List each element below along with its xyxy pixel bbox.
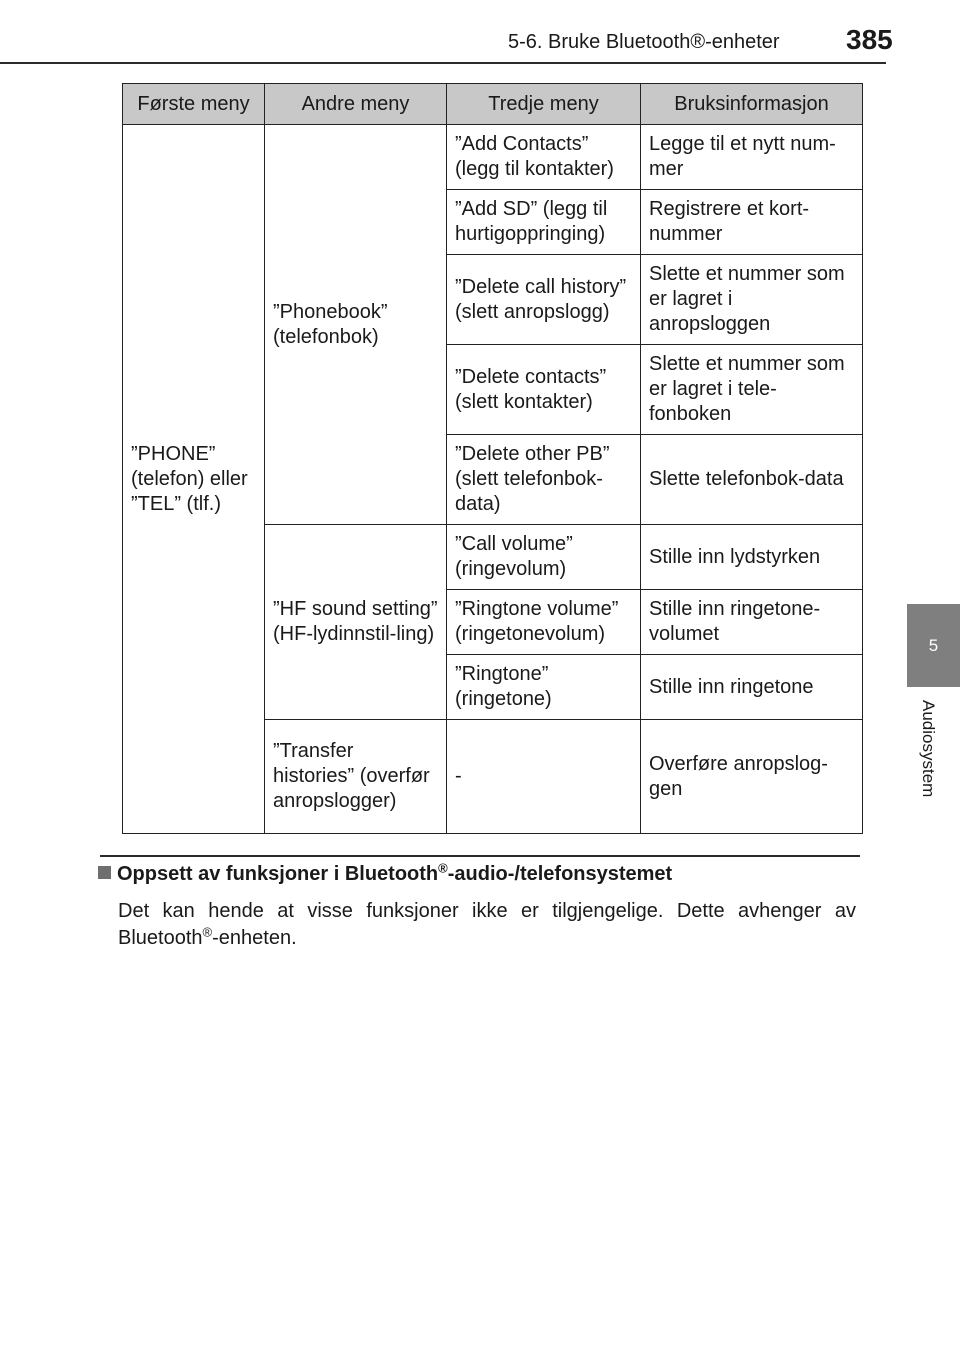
table-row (123, 125, 863, 190)
chapter-label-wrap (912, 700, 942, 820)
section-heading-suffix: -audio-/telefonsystemet (447, 863, 673, 885)
third-menu-cell: ”Delete other PB” (slett telefonbok-data) (447, 435, 641, 525)
registered-mark: ® (202, 924, 213, 940)
third-menu-cell: ”Call volume” (ringevolum) (447, 525, 641, 590)
body-text: Det kan hende at visse funksjoner ikke er tilgjengelige. Dette avhenger av Bluetooth (118, 900, 856, 949)
usage-info-cell: Legge til et nytt num-mer (641, 125, 863, 190)
section-title: 5-6. Bruke Bluetooth®-enheter (508, 31, 780, 53)
third-menu-cell: ”Add Contacts” (legg til kontakter) (447, 125, 641, 190)
registered-mark: ® (438, 860, 448, 876)
third-menu-cell: - (447, 720, 641, 834)
usage-info-cell: Stille inn ringetone (641, 655, 863, 720)
chapter-label: Audiosystem (919, 700, 938, 798)
second-menu-cell: ”HF sound setting” (HF-lydinnstil-ling) (265, 525, 447, 720)
chapter-number: 5 (928, 635, 939, 655)
usage-info-cell: Slette telefonbok-data (641, 435, 863, 525)
header-rule (0, 62, 886, 64)
section-rule (100, 855, 860, 857)
third-menu-cell: ”Add SD” (legg til hurtigoppringing) (447, 190, 641, 255)
usage-info-cell: Slette et nummer som er lagret i tele-fonboken (641, 345, 863, 435)
section-heading (98, 860, 673, 886)
third-menu-cell: ”Ringtone” (ringetone) (447, 655, 641, 720)
usage-info-cell: Stille inn ringetone-volumet (641, 590, 863, 655)
usage-info-cell: Registrere et kort-nummer (641, 190, 863, 255)
third-menu-cell: ”Delete contacts” (slett kontakter) (447, 345, 641, 435)
body-text-suffix: -enheten. (212, 927, 297, 949)
usage-info-cell: Stille inn lydstyrken (641, 525, 863, 590)
col-header-usage-info: Bruksinformasjon (641, 84, 863, 125)
third-menu-cell: ”Delete call history” (slett anropslogg) (447, 255, 641, 345)
menu-table (122, 83, 863, 834)
second-menu-cell: ”Phonebook” (telefonbok) (265, 125, 447, 525)
first-menu-cell: ”PHONE” (telefon) eller ”TEL” (tlf.) (123, 125, 265, 834)
chapter-tab (907, 604, 960, 687)
col-header-second-menu: Andre meny (265, 84, 447, 125)
page-number: 385 (846, 24, 893, 55)
section-heading-text: Oppsett av funksjoner i Bluetooth (117, 863, 439, 885)
second-menu-cell: ”Transfer histories” (overfør anropslogger) (265, 720, 447, 834)
usage-info-cell: Overføre anropslog-gen (641, 720, 863, 834)
col-header-third-menu: Tredje meny (447, 84, 641, 125)
usage-info-cell: Slette et nummer som er lagret i anropsloggen (641, 255, 863, 345)
body-paragraph (118, 898, 856, 952)
third-menu-cell: ”Ringtone volume” (ringetonevolum) (447, 590, 641, 655)
square-bullet-icon (98, 866, 111, 879)
table-header-row (123, 84, 863, 125)
col-header-first-menu: Første meny (123, 84, 265, 125)
